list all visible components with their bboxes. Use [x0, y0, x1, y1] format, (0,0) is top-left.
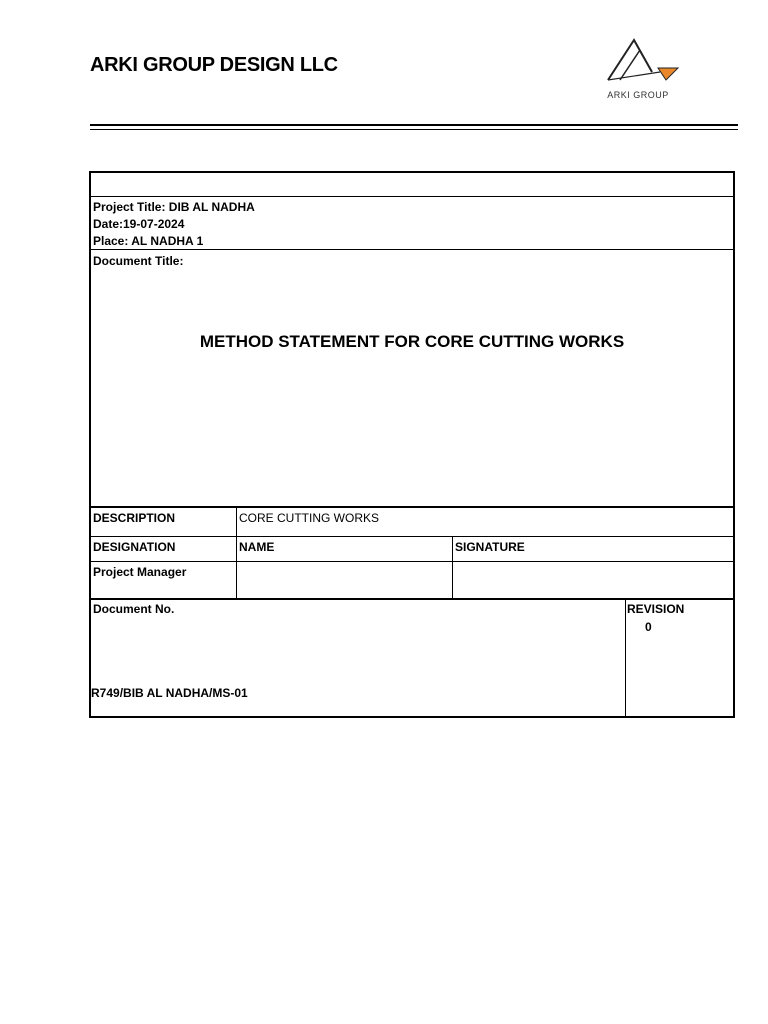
project-place: Place: AL NADHA 1 [93, 234, 204, 248]
document-title-section [91, 250, 733, 508]
logo-mark-icon [602, 32, 682, 92]
company-logo [602, 32, 682, 106]
signatory-signature-cell [453, 562, 733, 598]
revision-value: 0 [645, 620, 652, 634]
description-value: CORE CUTTING WORKS [239, 511, 379, 525]
revision-label: REVISION [627, 602, 685, 616]
description-row [91, 508, 733, 537]
description-label: DESCRIPTION [91, 508, 237, 536]
revision-cell [626, 600, 733, 716]
project-info [91, 197, 733, 250]
blank-row [91, 173, 733, 197]
signatory-role: Project Manager [91, 562, 237, 598]
company-name: ARKI GROUP DESIGN LLC [90, 54, 338, 76]
logo-wordmark: ARKI GROUP [607, 90, 669, 100]
designation-label: DESIGNATION [91, 537, 237, 561]
designation-header-row [91, 537, 733, 562]
document-number-label: Document No. [93, 602, 175, 616]
document-number-cell [91, 600, 626, 716]
project-title: Project Title: DIB AL NADHA [93, 200, 255, 214]
document-title-label: Document Title: [93, 254, 184, 268]
document-number-row [91, 600, 733, 716]
document-number-value: R749/BIB AL NADHA/MS-01 [91, 686, 248, 700]
signature-label: SIGNATURE [455, 540, 525, 554]
document-main-title: METHOD STATEMENT FOR CORE CUTTING WORKS [199, 332, 625, 351]
signatory-row [91, 562, 733, 600]
header-rule [90, 124, 738, 126]
signatory-name-cell [237, 562, 453, 598]
project-date: Date:19-07-2024 [93, 217, 185, 231]
name-label: NAME [237, 537, 453, 561]
header-rule-thin [90, 129, 738, 130]
cover-sheet-table [89, 171, 735, 718]
